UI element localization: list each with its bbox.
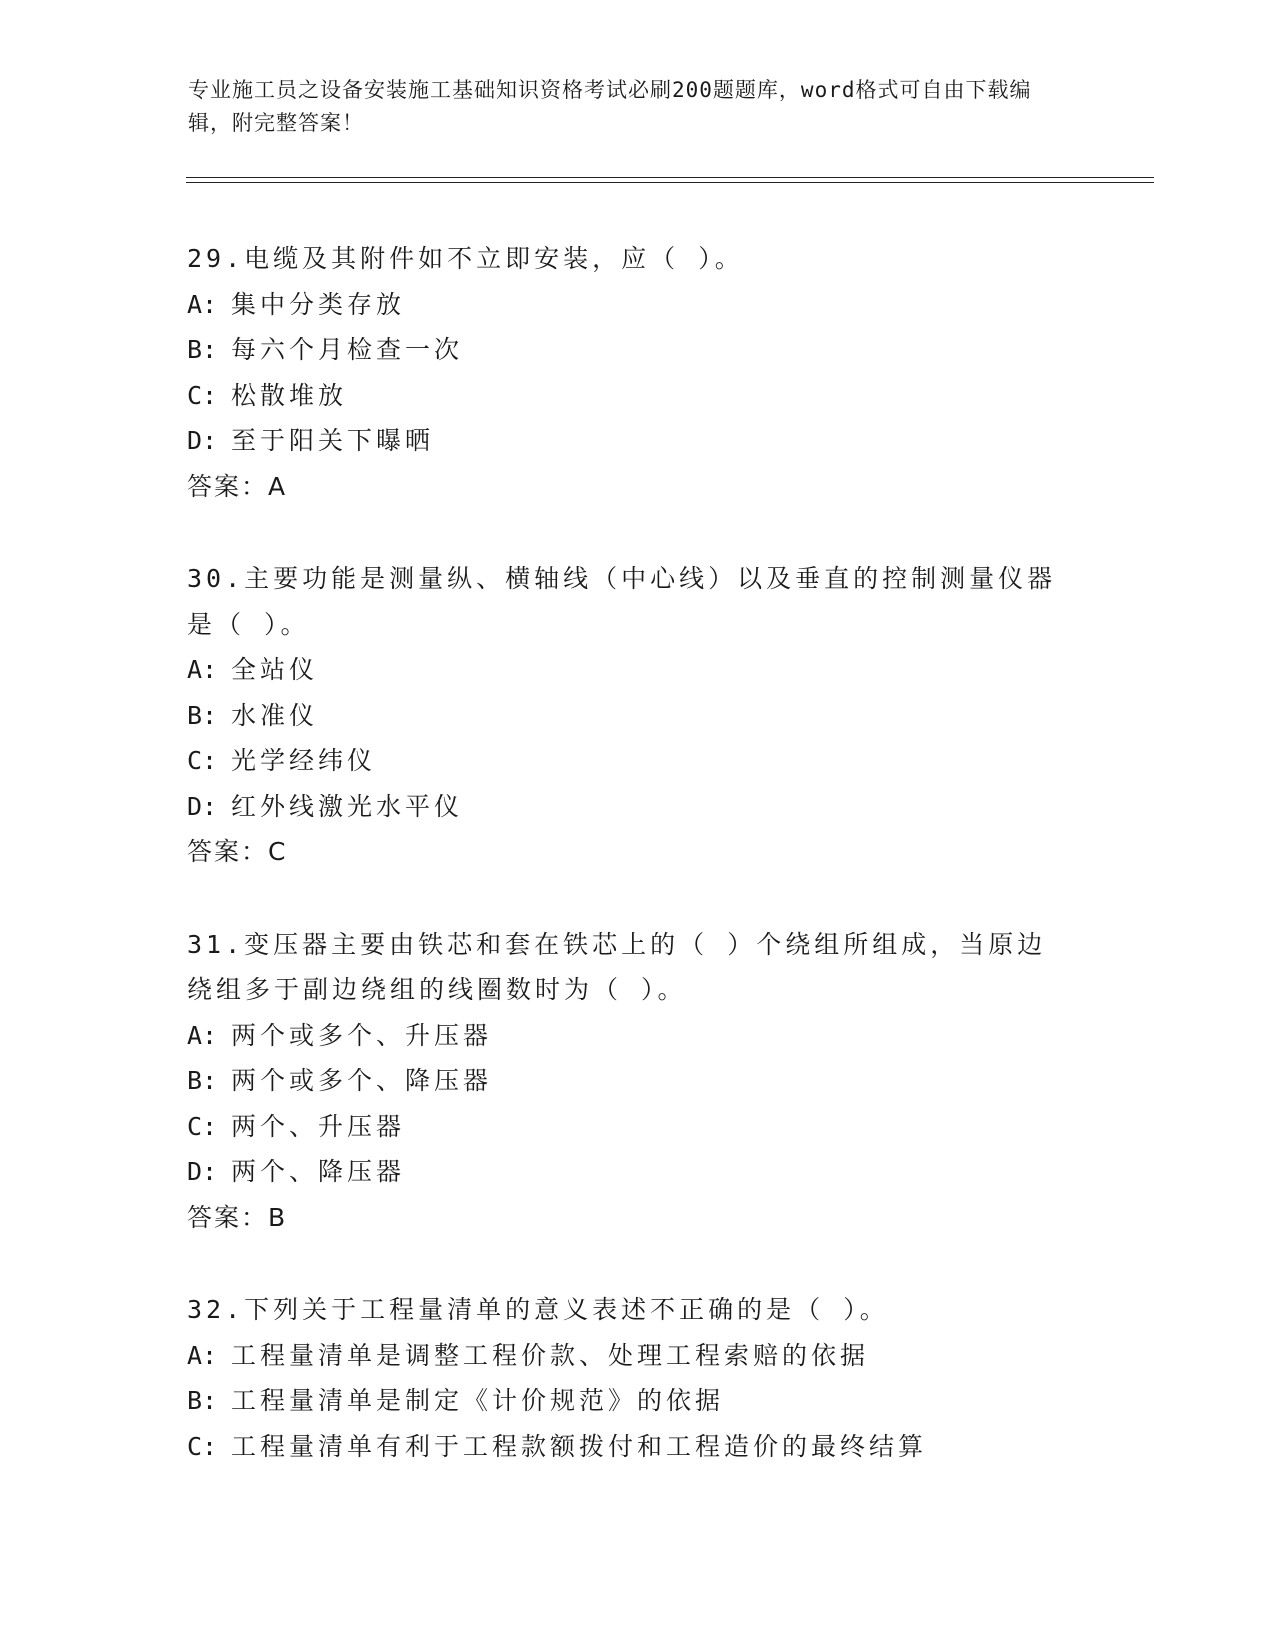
option-b <box>187 693 1087 739</box>
question-stem: 32.下列关于工程量清单的意义表述不正确的是（ ）。 <box>187 1295 889 1324</box>
option-letter: A: <box>187 1340 218 1370</box>
option-letter: D: <box>187 426 218 455</box>
option-text: 每六个月检查一次 <box>231 335 464 364</box>
answer-label: 答案：B <box>187 1202 288 1232</box>
option-letter: C: <box>187 1111 218 1141</box>
question-list <box>187 236 1087 1516</box>
option-text: 红外线激光水平仪 <box>231 791 464 821</box>
option-text: 至于阳关下曝晒 <box>231 426 435 455</box>
question-31 <box>187 922 1087 1241</box>
option-d <box>187 1149 1087 1195</box>
question-stem: 31.变压器主要由铁芯和套在铁芯上的（ ）个绕组所组成，当原边绕组多于副边绕组的线圈数时为（ ）。 <box>187 929 1047 1004</box>
question-29 <box>187 236 1087 509</box>
question-stem: 30.主要功能是测量纵、横轴线（中心线）以及垂直的控制测量仪器是（ ）。 <box>187 564 1057 639</box>
option-letter: C: <box>187 380 218 410</box>
document-header: 专业施工员之设备安装施工基础知识资格考试必刷200题题库，word格式可自由下载编辑，附完整答案！ <box>188 78 1032 135</box>
option-a <box>187 1333 1087 1379</box>
option-a <box>187 1013 1087 1059</box>
option-text: 集中分类存放 <box>231 289 406 319</box>
option-letter: A: <box>187 655 218 684</box>
option-d <box>187 784 1087 830</box>
question-stem: 29.电缆及其附件如不立即安装，应（ ）。 <box>187 244 744 273</box>
option-a <box>187 647 1087 693</box>
option-text: 工程量清单有利于工程款额拨付和工程造价的最终结算 <box>231 1431 928 1461</box>
option-text: 全站仪 <box>231 655 319 684</box>
option-text: 两个或多个、降压器 <box>231 1066 493 1095</box>
option-letter: B: <box>187 335 218 364</box>
header-divider <box>186 177 1154 183</box>
option-text: 两个、降压器 <box>231 1157 406 1186</box>
option-letter: B: <box>187 1066 218 1095</box>
option-letter: D: <box>187 1157 218 1186</box>
question-32 <box>187 1287 1087 1469</box>
option-a <box>187 282 1087 328</box>
option-letter: B: <box>187 1386 218 1415</box>
option-text: 两个或多个、升压器 <box>231 1020 493 1050</box>
answer-label: 答案：C <box>187 837 288 866</box>
option-c <box>187 373 1087 419</box>
option-d <box>187 418 1087 464</box>
option-text: 两个、升压器 <box>231 1111 406 1141</box>
option-letter: A: <box>187 1020 218 1050</box>
option-text: 松散堆放 <box>231 380 348 410</box>
option-text: 水准仪 <box>231 700 319 730</box>
option-letter: D: <box>187 791 218 821</box>
option-letter: B: <box>187 700 218 730</box>
option-b <box>187 1378 1087 1424</box>
question-30 <box>187 556 1087 875</box>
option-letter: C: <box>187 1431 218 1461</box>
option-text: 光学经纬仪 <box>231 746 377 775</box>
answer-label: 答案：A <box>187 471 288 501</box>
option-text: 工程量清单是调整工程价款、处理工程索赔的依据 <box>231 1340 870 1370</box>
option-c <box>187 1424 1087 1470</box>
option-text: 工程量清单是制定《计价规范》的依据 <box>231 1386 725 1415</box>
option-b <box>187 327 1087 373</box>
option-c <box>187 1104 1087 1150</box>
option-letter: C: <box>187 746 218 775</box>
option-letter: A: <box>187 289 218 319</box>
option-c <box>187 738 1087 784</box>
option-b <box>187 1058 1087 1104</box>
